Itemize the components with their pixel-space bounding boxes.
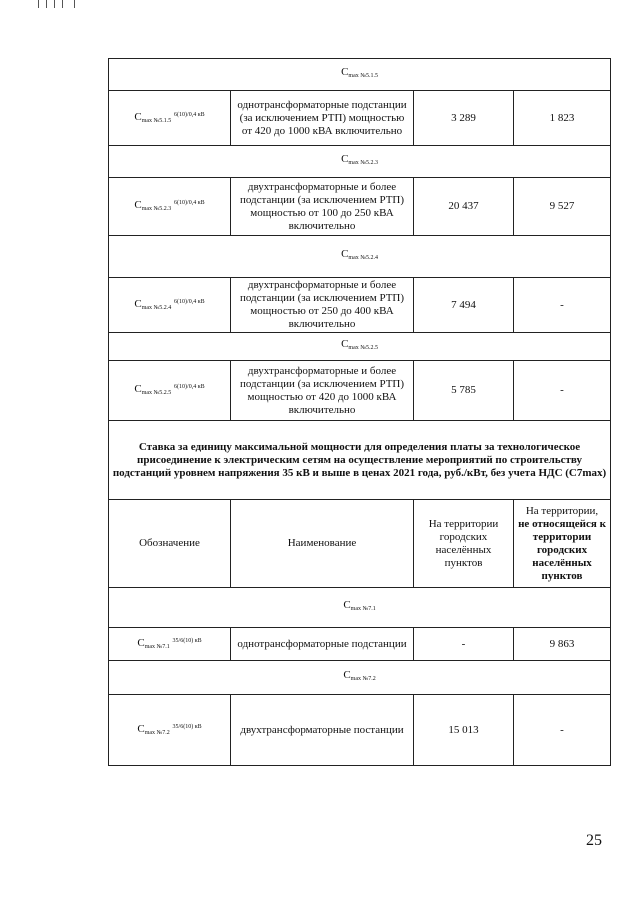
group-header-row	[109, 661, 611, 695]
urban-value-cell: 5 785	[414, 361, 514, 421]
rural-value-cell: 9 863	[514, 628, 611, 661]
table-row	[109, 361, 611, 421]
group-header-row	[109, 236, 611, 278]
rural-value-cell: -	[514, 695, 611, 766]
rural-value-cell: -	[514, 361, 611, 421]
group-header-cell: $C_{max №5.2.3}$	[109, 146, 611, 178]
designation-cell: $C_{max №5.2.3}$ $^{6(10)/0,4 кВ}$	[109, 178, 231, 236]
page-number: 25	[586, 832, 602, 849]
tariff-table	[108, 58, 611, 766]
group-header-cell: $C_{max №7.1}$	[109, 588, 611, 628]
table-row	[109, 278, 611, 333]
section-title: Ставка за единицу максимальной мощности для определения платы за технологическое присоединение к электрическим сетям на осуществление мероприятий по строительству подстанций уровнем напряжения 35 кВ и выше в ценах 2021 года, руб./кВт, без учета НДС (C7max)	[109, 421, 611, 500]
col-header-rural-bold: не относящейся к территории городских населённых пунктов	[518, 517, 606, 582]
column-header-row	[109, 500, 611, 588]
group-header-cell: $C_{max №5.2.4}$	[109, 236, 611, 278]
group-header-cell: $C_{max №7.2}$	[109, 661, 611, 695]
name-cell: двухтрансформаторные постанции	[231, 695, 414, 766]
table-row	[109, 178, 611, 236]
name-cell: однотрансформаторные подстанции (за исключением РТП) мощностью от 420 до 1000 кВА включительно	[231, 91, 414, 146]
col-header-rural	[514, 500, 611, 588]
rural-value-cell: 1 823	[514, 91, 611, 146]
designation-cell: $C_{max №5.1.5}$ $^{6(10)/0,4 кВ}$	[109, 91, 231, 146]
section-title-row	[109, 421, 611, 500]
rural-value-cell: 9 527	[514, 178, 611, 236]
col-header-designation: Обозначение	[109, 500, 231, 588]
urban-value-cell: 7 494	[414, 278, 514, 333]
designation-cell: $C_{max №7.1}$ $^{35/6(10) кВ}$	[109, 628, 231, 661]
scan-marks	[38, 0, 78, 8]
col-header-name: Наименование	[231, 500, 414, 588]
col-header-urban: На территории городских населённых пунктов	[414, 500, 514, 588]
designation-cell: $C_{max №7.2}$ $^{35/6(10) кВ}$	[109, 695, 231, 766]
group-header-row	[109, 333, 611, 361]
table-row	[109, 628, 611, 661]
group-header-row	[109, 146, 611, 178]
urban-value-cell: 15 013	[414, 695, 514, 766]
name-cell: двухтрансформаторные и более подстанции (за исключением РТП) мощностью от 100 до 250 кВА включительно	[231, 178, 414, 236]
table-row	[109, 91, 611, 146]
urban-value-cell: -	[414, 628, 514, 661]
group-header-row	[109, 59, 611, 91]
designation-cell: $C_{max №5.2.5}$ $^{6(10)/0,4 кВ}$	[109, 361, 231, 421]
group-header-cell: $C_{max №5.2.5}$	[109, 333, 611, 361]
group-header-row	[109, 588, 611, 628]
designation-cell: $C_{max №5.2.4}$ $^{6(10)/0,4 кВ}$	[109, 278, 231, 333]
col-header-rural-prefix: На территории,	[525, 504, 599, 517]
rural-value-cell: -	[514, 278, 611, 333]
name-cell: двухтрансформаторные и более подстанции (за исключением РТП) мощностью от 250 до 400 кВА включительно	[231, 278, 414, 333]
table-row	[109, 695, 611, 766]
name-cell: двухтрансформаторные и более подстанции (за исключением РТП) мощностью от 420 до 1000 кВА включительно	[231, 361, 414, 421]
group-header-cell: $C_{max №5.1.5}$	[109, 59, 611, 91]
urban-value-cell: 20 437	[414, 178, 514, 236]
name-cell: однотрансформаторные подстанции	[231, 628, 414, 661]
urban-value-cell: 3 289	[414, 91, 514, 146]
